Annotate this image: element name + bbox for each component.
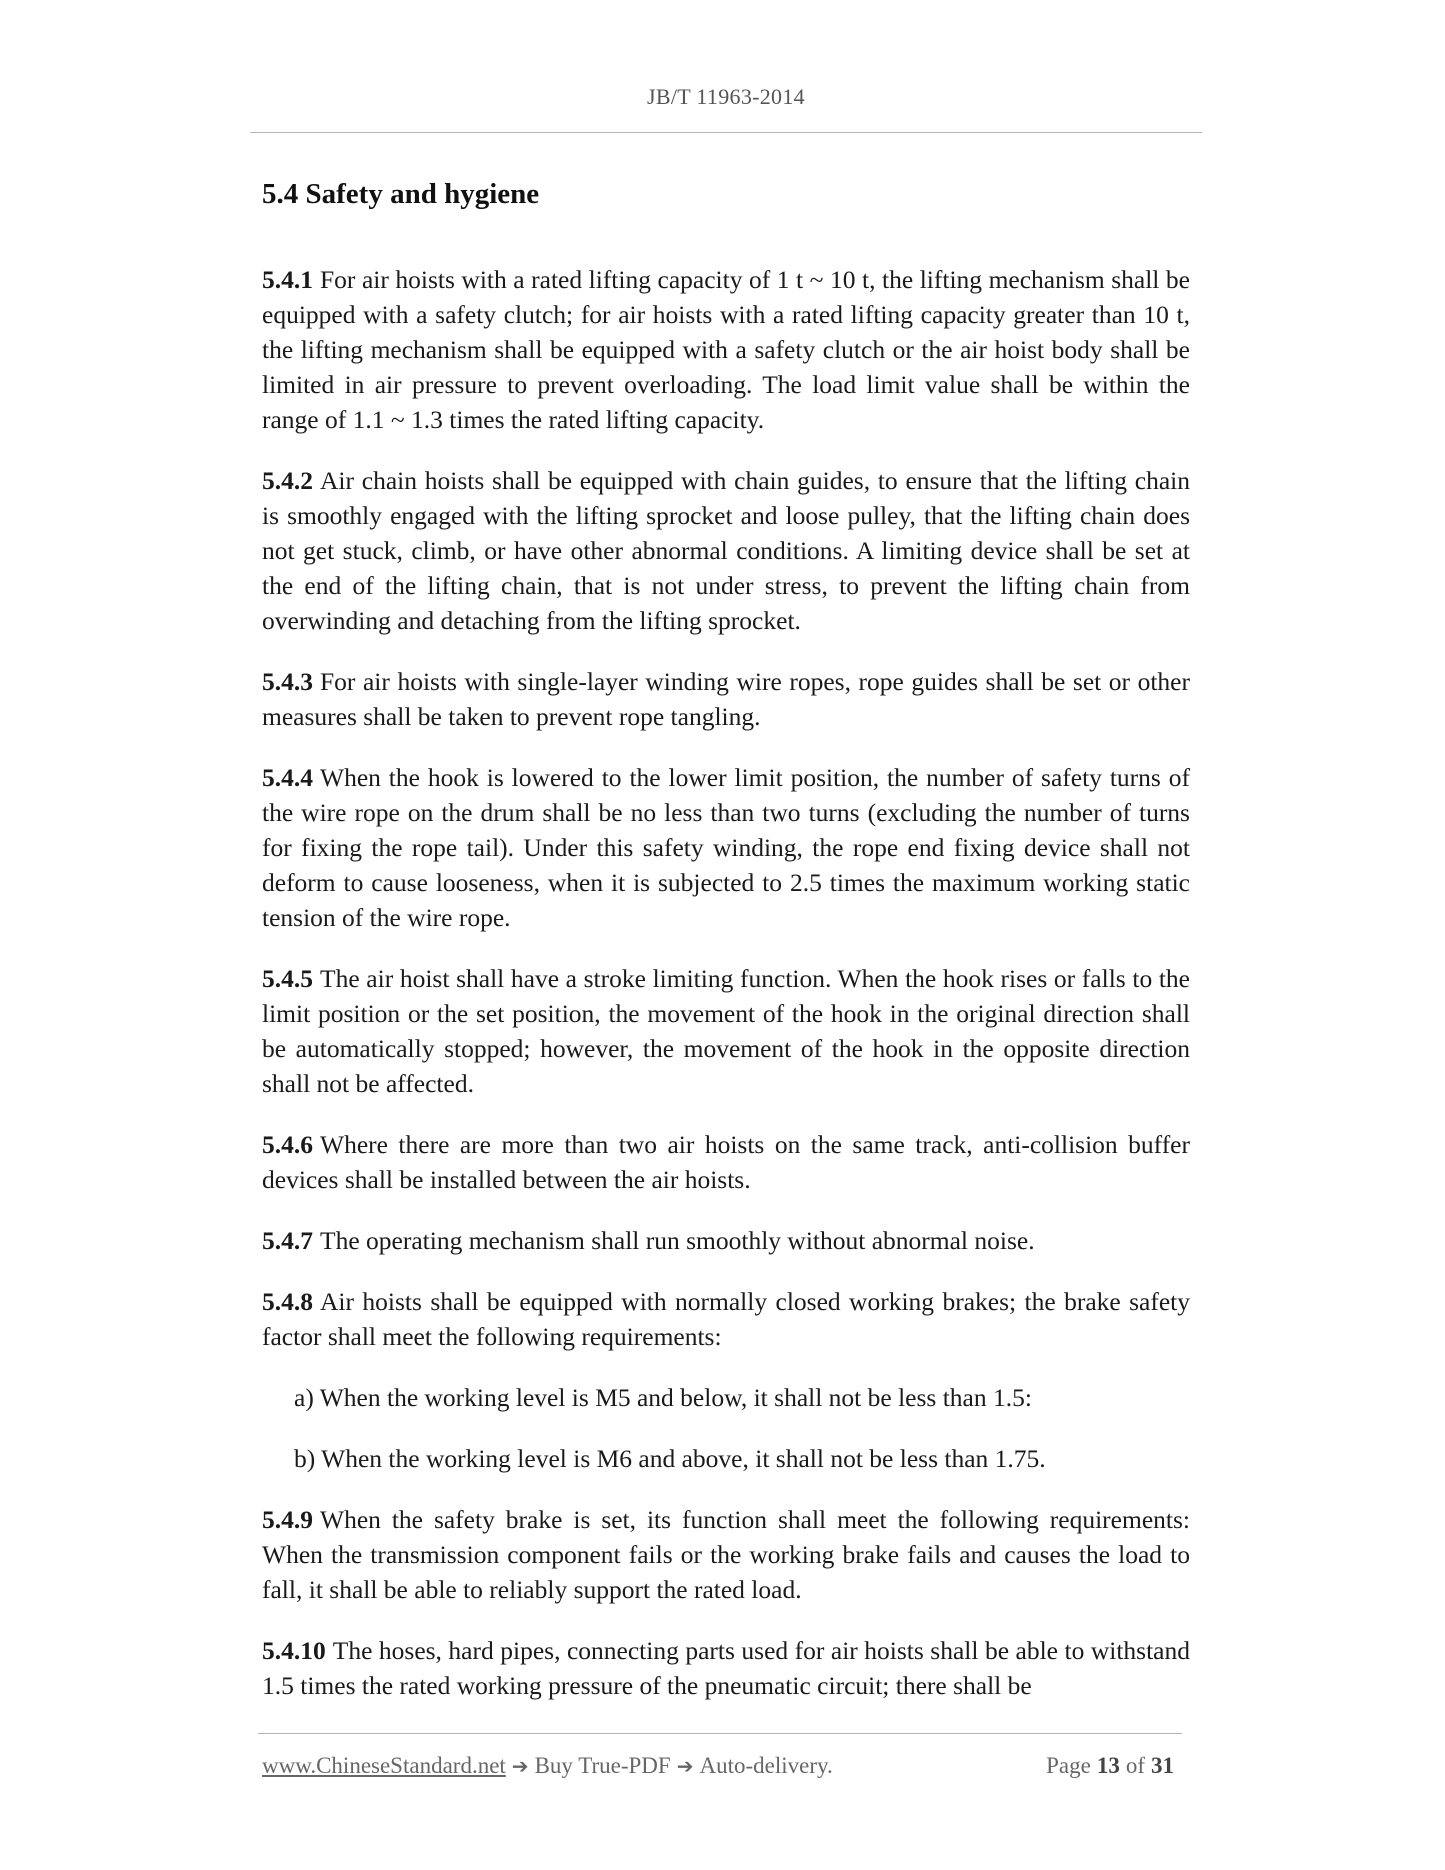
list-item-b: b) When the working level is M6 and above, it shall not be less than 1.75. bbox=[294, 1444, 1046, 1473]
clause-text: The hoses, hard pipes, connecting parts used for air hoists shall be able to withstand 1.5 times the rated working pressure of the pneumatic circuit; there shall be bbox=[262, 1636, 1190, 1700]
clause-number: 5.4.7 bbox=[262, 1226, 313, 1255]
section-title: 5.4 Safety and hygiene bbox=[262, 178, 540, 210]
clause-text: For air hoists with a rated lifting capacity of 1 t ~ 10 t, the lifting mechanism shall be equipped with a safety clutch; for air hoists with a rated lifting capacity greater than 10 t, the lifting mechanism shall be equipped with a safety clutch or the air hoist body shall be limited in air pressure to prevent overloading. The load limit value shall be within the range of 1.1 ~ 1.3 times the rated lifting capacity. bbox=[262, 265, 1190, 434]
document-body bbox=[262, 262, 1190, 1729]
page-label: Page bbox=[1046, 1753, 1091, 1778]
footer-promo bbox=[262, 1753, 833, 1779]
clause-number: 5.4.3 bbox=[262, 667, 313, 696]
clause-5-4-3 bbox=[262, 664, 1190, 734]
clause-5-4-8 bbox=[262, 1284, 1190, 1354]
clause-text: When the hook is lowered to the lower limit position, the number of safety turns of the wire rope on the drum shall be no less than two turns (excluding the number of turns for fixing the rope tail). Under this safety winding, the rope end fixing device shall not deform to cause looseness, when it is subjected to 2.5 times the maximum working static tension of the wire rope. bbox=[262, 763, 1190, 932]
clause-text: The operating mechanism shall run smoothly without abnormal noise. bbox=[320, 1226, 1035, 1255]
footer-divider bbox=[258, 1733, 1182, 1734]
arrow-right-icon: ➔ bbox=[511, 1754, 529, 1778]
clause-5-4-6 bbox=[262, 1127, 1190, 1197]
document-id-header: JB/T 11963-2014 bbox=[647, 84, 805, 109]
header-divider bbox=[250, 132, 1202, 133]
clause-text: Where there are more than two air hoists on the same track, anti-collision buffer devices shall be installed between the air hoists. bbox=[262, 1130, 1190, 1194]
clause-text: The air hoist shall have a stroke limiting function. When the hook rises or falls to the limit position or the set position, the movement of the hook in the original direction shall be automatically stopped; however, the movement of the hook in the opposite direction shall not be affected. bbox=[262, 964, 1190, 1098]
page-total: 31 bbox=[1151, 1753, 1174, 1778]
clause-number: 5.4.6 bbox=[262, 1130, 313, 1159]
clause-5-4-4 bbox=[262, 760, 1190, 935]
clause-number: 5.4.2 bbox=[262, 466, 313, 495]
clause-number: 5.4.4 bbox=[262, 763, 313, 792]
clause-text: When the safety brake is set, its function shall meet the following requirements: When the transmission component fails or the working brake fails and causes the load to fall, it shall be able to reliably support the rated load. bbox=[262, 1505, 1190, 1604]
clause-number: 5.4.10 bbox=[262, 1636, 326, 1665]
clause-text: Air hoists shall be equipped with normally closed working brakes; the brake safety factor shall meet the following requirements: bbox=[262, 1287, 1190, 1351]
clause-number: 5.4.1 bbox=[262, 265, 313, 294]
clause-number: 5.4.8 bbox=[262, 1287, 313, 1316]
auto-delivery-text: Auto-delivery. bbox=[699, 1753, 833, 1778]
page-number: 13 bbox=[1096, 1753, 1120, 1778]
site-link[interactable]: www.ChineseStandard.net bbox=[262, 1753, 506, 1778]
clause-number: 5.4.5 bbox=[262, 964, 313, 993]
arrow-right-icon: ➔ bbox=[676, 1754, 694, 1778]
clause-text: For air hoists with single-layer winding wire ropes, rope guides shall be set or other measures shall be taken to prevent rope tangling. bbox=[262, 667, 1190, 731]
clause-number: 5.4.9 bbox=[262, 1505, 313, 1534]
clause-5-4-9 bbox=[262, 1502, 1190, 1607]
clause-text: Air chain hoists shall be equipped with chain guides, to ensure that the lifting chain is smoothly engaged with the lifting sprocket and loose pulley, that the lifting chain does not get stuck, climb, or have other abnormal conditions. A limiting device shall be set at the end of the lifting chain, that is not under stress, to prevent the lifting chain from overwinding and detaching from the lifting sprocket. bbox=[262, 466, 1190, 635]
list-item-a: a) When the working level is M5 and below, it shall not be less than 1.5: bbox=[294, 1383, 1032, 1412]
clause-5-4-1 bbox=[262, 262, 1190, 437]
clause-5-4-10 bbox=[262, 1633, 1190, 1703]
buy-pdf-text: Buy True-PDF bbox=[534, 1753, 671, 1778]
page-indicator bbox=[1046, 1753, 1180, 1779]
clause-5-4-2 bbox=[262, 463, 1190, 638]
clause-5-4-5 bbox=[262, 961, 1190, 1101]
of-label: of bbox=[1125, 1753, 1145, 1778]
clause-5-4-7 bbox=[262, 1223, 1190, 1258]
